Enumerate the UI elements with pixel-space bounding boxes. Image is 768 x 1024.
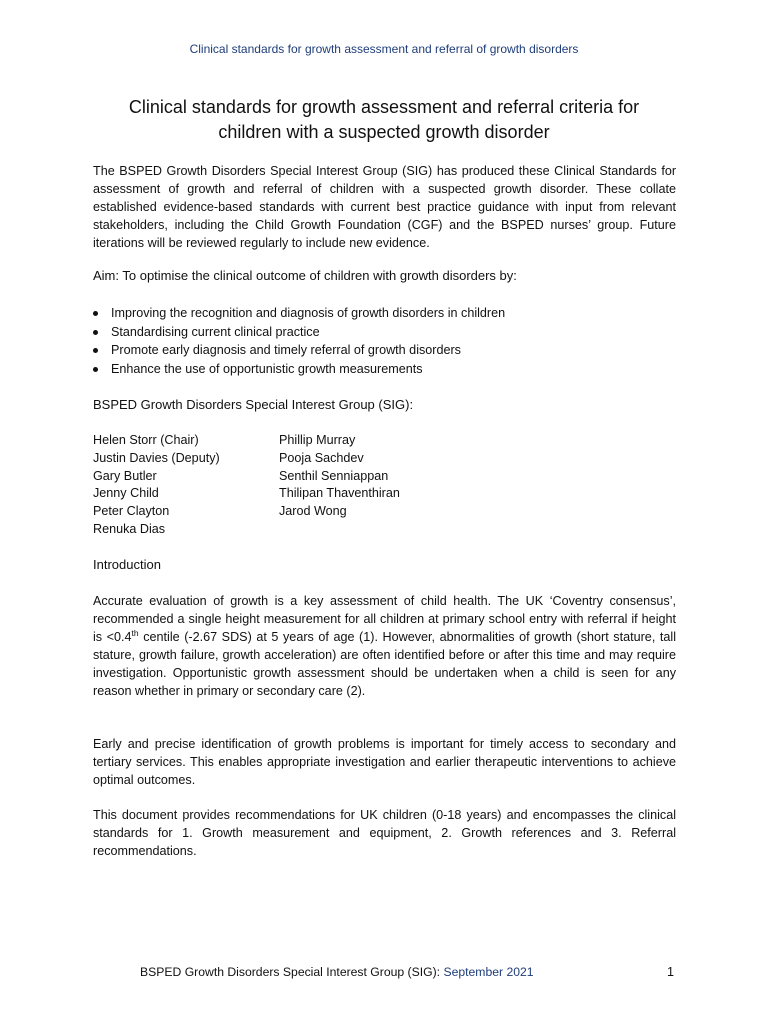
member-name: Senthil Senniappan: [279, 468, 389, 483]
sig-heading: BSPED Growth Disorders Special Interest Group (SIG):: [93, 397, 414, 412]
document-title: [90, 95, 678, 145]
member-name: Justin Davies (Deputy): [93, 450, 220, 465]
intro-prefix: The: [93, 164, 115, 178]
introduction-paragraph-1: [93, 592, 676, 700]
footer-label: BSPED Growth Disorders Special Interest Group (SIG):: [140, 965, 441, 979]
introduction-paragraph-3: This document provides recommendations for UK children (0-18 years) and encompasses the clinical standards for 1. Growth measurement and equipment, 2. Growth references and 3. Referral recommendations.: [93, 808, 676, 858]
bullet-icon: [93, 330, 98, 335]
members-column-right: [279, 432, 579, 539]
sig-group-name: BSPED Growth Disorders Special Interest Group (SIG): [119, 164, 433, 178]
ordinal-superscript: th: [131, 627, 139, 638]
member-name: Pooja Sachdev: [279, 450, 364, 465]
bullet-icon: [93, 367, 98, 372]
member-name: Thilipan Thaventhiran: [279, 486, 400, 501]
bullet-text: Improving the recognition and diagnosis of growth disorders in children: [111, 306, 506, 320]
member-name: Phillip Murray: [279, 433, 356, 447]
member-name: Jenny Child: [93, 486, 159, 501]
p1-text-after-sup: centile (-2.67 SDS) at 5 years of age (1). However, abnormalities of growth (short stature, tall stature, growth failure, growth acceleration) are often identified before or after this time and may require investigation. Opportunistic growth assessment should be undertaken when a child is seen for any reason whether in primary or secondary care (2).: [93, 630, 676, 698]
member-name: Helen Storr (Chair): [93, 433, 199, 447]
page-number: 1: [667, 965, 675, 979]
members-column-left: [93, 432, 279, 539]
aim-heading: Aim: To optimise the clinical outcome of children with growth disorders by:: [93, 268, 517, 283]
member-name: Renuka Dias: [93, 521, 166, 536]
p1-text-before-sup: Accurate evaluation of growth is a key assessment of child health. The UK ‘Coventry consensus’, recommended a single height measurement for all children at primary school entry with referral if height is <0.4: [93, 594, 676, 644]
introduction-heading: Introduction: [93, 557, 161, 572]
list-item: [93, 323, 676, 342]
member-name: Jarod Wong: [279, 504, 347, 519]
bullet-icon: [93, 348, 98, 353]
running-header: Clinical standards for growth assessment and referral of growth disorders: [189, 42, 579, 56]
member-name: Peter Clayton: [93, 504, 170, 519]
title-line-1: Clinical standards for growth assessment and referral criteria for: [128, 97, 640, 117]
list-item: [93, 360, 676, 379]
sig-members: [93, 432, 676, 539]
bullet-text: Promote early diagnosis and timely referral of growth disorders: [111, 343, 461, 358]
intro-rest: has produced these Clinical Standards for assessment of growth and referral of children with a suspected growth disorder. These collate established evidence-based standards with current best practice guidance with input from relevant stakeholders, including the Child Growth Foundation (CGF) and the BSPED nurses’ group. Future iterations will be reviewed regularly to include new evidence.: [93, 164, 677, 250]
list-item: [93, 304, 676, 323]
title-line-2: children with a suspected growth disorder: [218, 122, 550, 142]
list-item: [93, 341, 676, 360]
bullet-text: Standardising current clinical practice: [111, 324, 320, 339]
aim-bullet-list: [93, 304, 676, 379]
footer-date: September 2021: [443, 965, 534, 979]
bullet-text: Enhance the use of opportunistic growth measurements: [111, 362, 423, 377]
page-footer: [140, 965, 680, 979]
bullet-icon: [93, 311, 98, 316]
member-name: Gary Butler: [93, 468, 157, 483]
intro-paragraph: [93, 162, 676, 252]
introduction-paragraph-2: Early and precise identification of growth problems is important for timely access to secondary and tertiary services. This enables appropriate investigation and earlier therapeutic interventions to achieve optimal outcomes.: [93, 737, 676, 787]
